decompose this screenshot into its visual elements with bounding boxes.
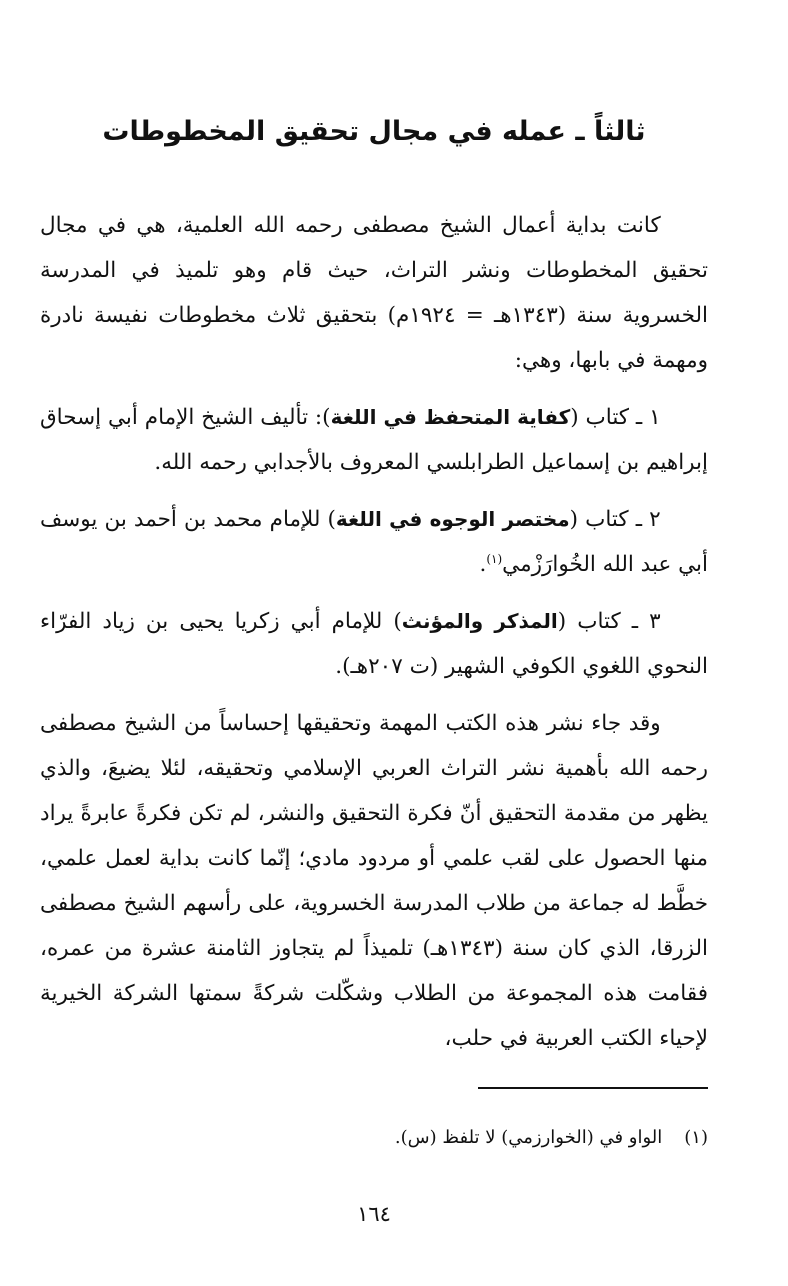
footnote-divider xyxy=(478,1087,708,1089)
book-page xyxy=(40,0,708,1286)
footnote-number: (١) xyxy=(684,1127,708,1148)
book-item-2-prefix: ٢ ـ كتاب ( xyxy=(569,507,661,532)
book-item-1-prefix: ١ ـ كتاب ( xyxy=(570,405,661,430)
book-item-1 xyxy=(40,395,708,485)
book-item-2 xyxy=(40,497,708,587)
intro-paragraph: كانت بداية أعمال الشيخ مصطفى رحمه الله العلمية، هي في مجال تحقيق المخطوطات ونشر التراث، حيث قام وهو تلميذ في المدرسة الخسروية سنة (١٣٤٣هـ = ١٩٢٤م) بتحقيق ثلاث مخطوطات نفيسة نادرة ومهمة في بابها، وهي: xyxy=(40,213,708,373)
book-item-2-title: مختصر الوجوه في اللغة xyxy=(335,507,570,531)
book-item-1-description: ): تأليف الشيخ الإمام أبي إسحاق إبراهيم بن إسماعيل الطرابلسي المعروف بالأجدابي رحمه الله. xyxy=(40,405,708,475)
book-item-2-end: . xyxy=(479,552,487,577)
book-item-1-title: كفاية المتحفظ في اللغة xyxy=(330,405,571,429)
footnote-reference: (١) xyxy=(486,551,503,566)
book-item-3-prefix: ٣ ـ كتاب ( xyxy=(557,609,661,634)
book-item-3-title: المذكر والمؤنث xyxy=(401,609,558,633)
book-item-3-description: ) للإمام أبي زكريا يحيى بن زياد الفرّاء النحوي اللغوي الكوفي الشهير (ت ٢٠٧هـ). xyxy=(40,609,708,679)
footnote xyxy=(40,1121,708,1155)
page-number: ١٦٤ xyxy=(357,1202,391,1226)
body-text xyxy=(40,203,708,1073)
book-item-2-description: ) للإمام محمد بن أحمد بن يوسف أبي عبد الله الخُوارَزْمي xyxy=(40,507,708,577)
footnote-text: الواو في (الخوارزمي) لا تلفظ (س). xyxy=(394,1127,663,1148)
closing-paragraph: وقد جاء نشر هذه الكتب المهمة وتحقيقها إحساساً من الشيخ مصطفى رحمه الله بأهمية نشر التراث العربي الإسلامي وتحقيقه، لئلا يضيعَ، والذي يظهر من مقدمة التحقيق أنّ فكرة التحقيق والنشر، لم تكن فكرةً عابرةً يراد منها الحصول على لقب علمي أو مردود مادي؛ إنّما كانت بداية لعمل علمي، خطَّط له جماعة من طلاب المدرسة الخسروية، على رأسهم الشيخ مصطفى الزرقا، الذي كان سنة (١٣٤٣هـ) تلميذاً لم يتجاوز الثامنة عشرة من عمره، فقامت هذه المجموعة من الطلاب وشكّلت شركةً سمتها الشركة الخيرية لإحياء الكتب العربية في حلب، xyxy=(40,711,708,1051)
book-item-3 xyxy=(40,599,708,689)
section-title: ثالثاً ـ عمله في مجال تحقيق المخطوطات xyxy=(102,116,646,147)
